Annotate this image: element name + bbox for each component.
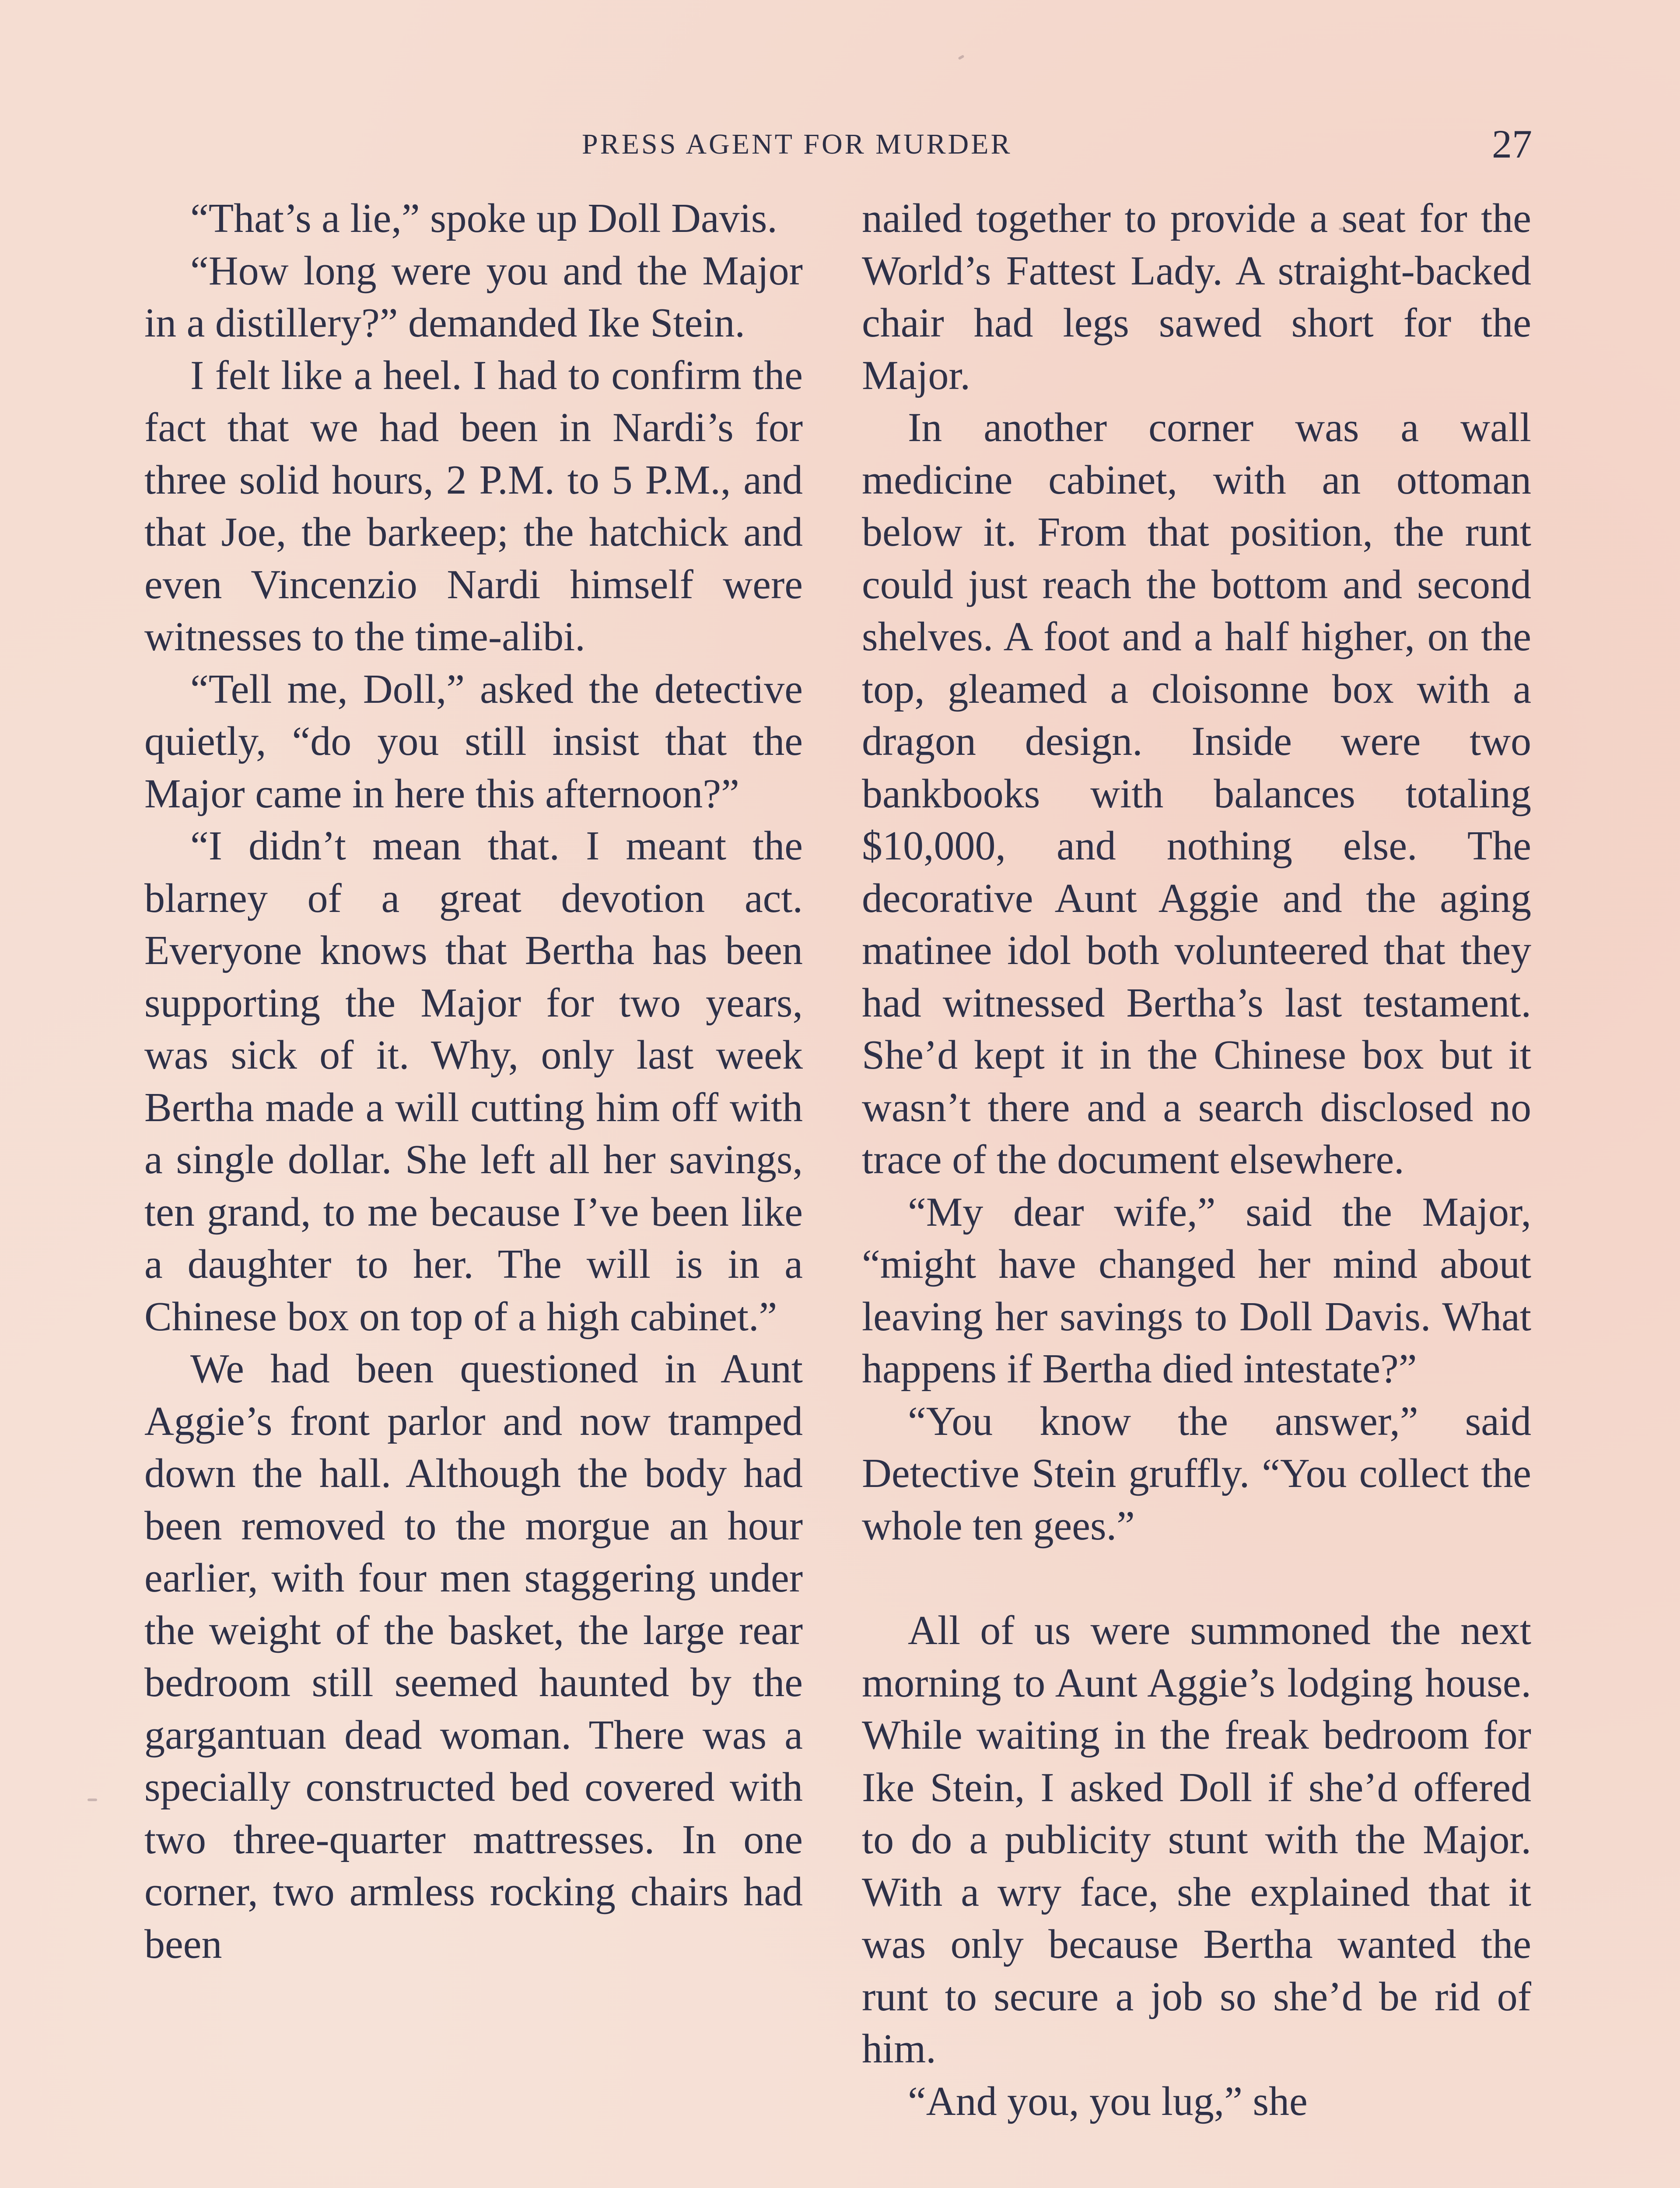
paragraph: “You know the answer,” said Detective Stein gruffly. “You collect the whole ten gees.” <box>862 1398 1531 1549</box>
running-title: PRESS AGENT FOR MURDER <box>582 128 1012 160</box>
paper-speck <box>1444 1849 1450 1851</box>
right-column <box>862 193 1531 2128</box>
section-break <box>862 1552 1531 1605</box>
paper-speck <box>958 55 964 60</box>
paragraph: “Tell me, Doll,” asked the detective quietly, “do you still insist that the Major came in here this afternoon?” <box>144 666 803 817</box>
page-number: 27 <box>1492 122 1532 166</box>
paragraph: In another corner was a wall medicine cabinet, with an ottoman below it. From that position, the runt could just reach the bottom and second shelves. A foot and a half higher, on the top, gleamed a cloisonne box with a dragon design. Inside were two bankbooks with balances totaling $10,000, and nothing else. The decorative Aunt Aggie and the aging matinee idol both volunteered that they had witnessed Bertha’s last testament. She’d kept it in the Chinese box but it wasn’t there and a search disclosed no trace of the document elsewhere. <box>862 405 1531 1182</box>
paragraph: I felt like a heel. I had to confirm the fact that we had been in Nardi’s for three solid hours, 2 P.M. to 5 P.M., and that Joe, the barkeep; the hatchick and even Vincenzio Nardi himself were witnesses to the time-alibi. <box>144 352 803 659</box>
left-column <box>144 193 803 1971</box>
paragraph: We had been questioned in Aunt Aggie’s front parlor and now tramped down the hall. Although the body had been removed to the morgue an hour earlier, with four men staggering under the weight of the basket, the large rear bedroom still seemed haunted by the gargantuan dead woman. There was a specially constructed bed covered with two three-quarter mattresses. In one corner, two armless rocking chairs had been <box>144 1346 803 1967</box>
paragraph: “My dear wife,” said the Major, “might have changed her mind about leaving her savings to Doll Davis. What happens if Bertha died intestate?” <box>862 1189 1531 1392</box>
paragraph-continuation: nailed together to provide a seat for the World’s Fattest Lady. A straight-backed chair had legs sawed short for the Major. <box>862 196 1531 398</box>
paper-speck <box>88 1799 97 1801</box>
paragraph: “How long were you and the Major in a distillery?” demanded Ike Stein. <box>144 248 803 346</box>
paragraph: “And you, you lug,” she <box>908 2078 1308 2124</box>
paragraph: “I didn’t mean that. I meant the blarney of a great devotion act. Everyone knows that Bertha has been supporting the Major for two years, was sick of it. Why, only last week Bertha made a will cutting him off with a single dollar. She left all her savings, ten grand, to me because I’ve been like a daughter to her. The will is in a Chinese box on top of a high cabinet.” <box>144 823 803 1339</box>
paragraph: “That’s a lie,” spoke up Doll Davis. <box>190 196 777 241</box>
paragraph: All of us were summoned the next morning to Aunt Aggie’s lodging house. While waiting in the freak bedroom for Ike Stein, I asked Doll if she’d offered to do a publicity stunt with the Major. With a wry face, she explained that it was only because Bertha wanted the runt to secure a job so she’d be rid of him. <box>862 1608 1531 2072</box>
paper-speck <box>1339 228 1345 230</box>
